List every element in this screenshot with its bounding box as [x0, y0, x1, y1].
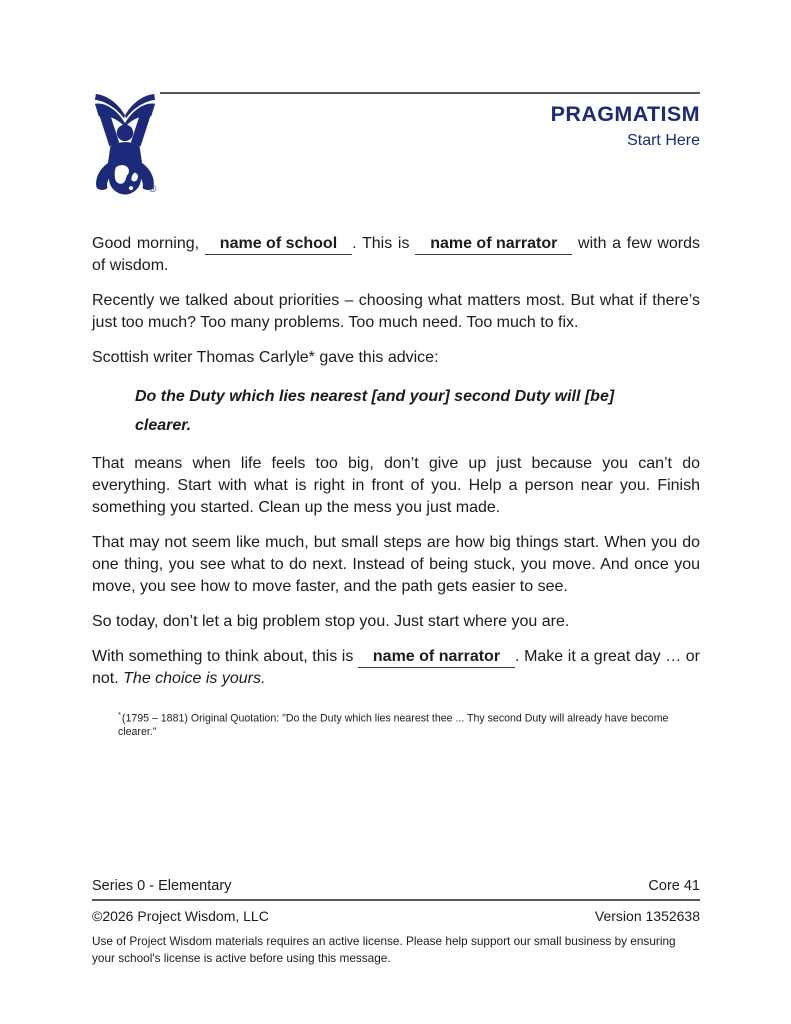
page-footer [92, 878, 700, 967]
blank-name-of-narrator-2: name of narrator [358, 647, 515, 668]
footer-copyright: ©2026 Project Wisdom, LLC [92, 908, 269, 924]
greeting-text-after: with a few words of wisdom. [92, 235, 701, 274]
greeting-text-before: Good morning, [92, 235, 200, 252]
footer-license-notice: Use of Project Wisdom materials requires an active license. Please help support our small business by ensuring your school's license is active before using this message. [92, 934, 676, 966]
page-title: PRAGMATISM [550, 102, 700, 126]
greeting-text-middle: . This is [352, 235, 410, 252]
page-header [92, 92, 700, 233]
blank-name-of-school: name of school [205, 234, 352, 255]
carlyle-quote: Do the Duty which lies nearest [and your] second Duty will [be] clearer. [135, 388, 615, 434]
paragraph-priorities: Recently we talked about priorities – choosing what matters most. But what if there’s just too much? Too many problems. Too much need. Too much to fix. [92, 292, 700, 331]
closing-text-before: With something to think about, this is [92, 648, 354, 665]
paragraph-small-steps: That may not seem like much, but small steps are how big things start. When you do one thing, you see what to do next. Instead of being stuck, you move. And once you move, you see how to move faster, and the path gets easier to see. [92, 534, 700, 595]
paragraph-so-today: So today, don’t let a big problem stop you. Just start where you are. [92, 613, 570, 630]
footer-core-label: Core 41 [648, 878, 700, 894]
paragraph-greeting [92, 233, 700, 277]
paragraph-that-means: That means when life feels too big, don’t give up just because you can’t do everything. Start with what is right in front of you. Help a person near you. Finish something you started. Clean up the mess you just made. [92, 455, 700, 516]
footer-series-label: Series 0 - Elementary [92, 878, 232, 894]
paragraph-closing [92, 646, 700, 690]
footnote-marker: * [118, 710, 121, 719]
paragraph-carlyle-intro: Scottish writer Thomas Carlyle* gave this advice: [92, 349, 439, 366]
footer-version: Version 1352638 [594, 908, 700, 924]
project-wisdom-logo-icon [92, 92, 160, 202]
closing-italic-phrase: The choice is yours. [123, 670, 266, 687]
blank-name-of-narrator: name of narrator [415, 234, 572, 255]
registered-trademark-mark: ® [149, 184, 157, 195]
footnote-text: (1795 – 1881) Original Quotation: "Do the Duty which lies nearest thee ... Thy second Duty will already have become clearer." [118, 712, 669, 739]
footer-series-row [92, 878, 700, 901]
page-subtitle: Start Here [627, 131, 700, 149]
header-title-block [160, 92, 700, 150]
footnote [118, 710, 700, 740]
figure-book-globe-icon [92, 92, 158, 197]
footer-copyright-row [92, 908, 700, 924]
closing-text-middle: . Make it a great day … or not. [92, 648, 700, 687]
script-body [92, 233, 700, 740]
